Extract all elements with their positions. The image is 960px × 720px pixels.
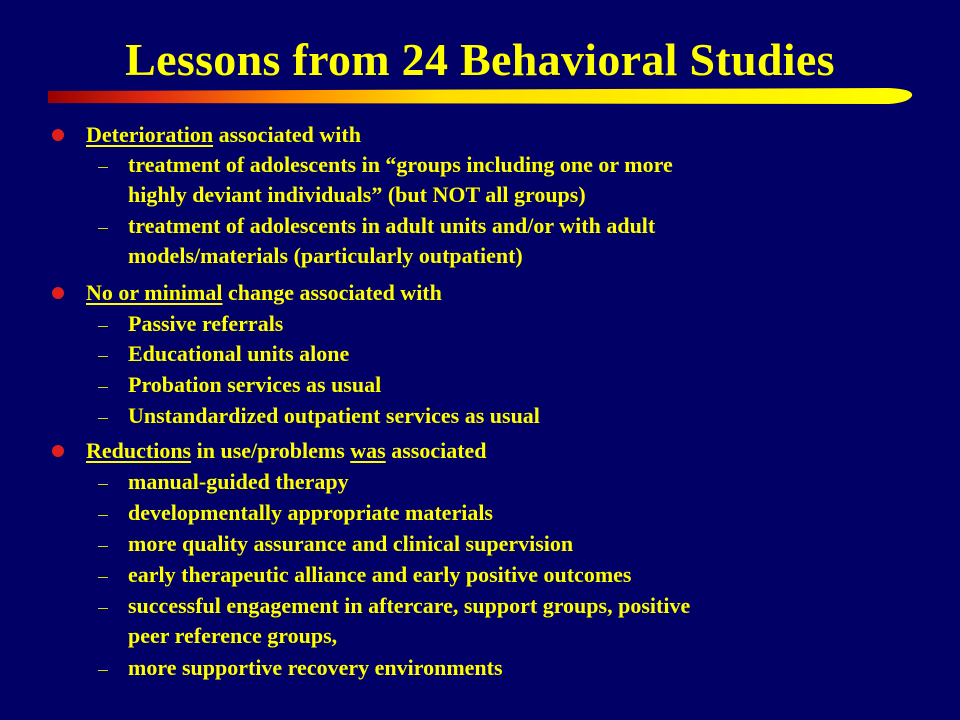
sub-item-text: more quality assurance and clinical supervision bbox=[128, 531, 574, 556]
dash-marker bbox=[98, 608, 108, 609]
bullet-lead-underlined: No or minimal bbox=[86, 280, 223, 305]
bullet-dot bbox=[52, 445, 64, 457]
dash-marker bbox=[98, 670, 108, 671]
sub-item-text: models/materials (particularly outpatient) bbox=[128, 243, 523, 268]
title-underline-bar bbox=[48, 86, 914, 108]
sub-item-text: successful engagement in aftercare, support groups, positive bbox=[128, 593, 691, 618]
sub-item-text: treatment of adolescents in “groups including one or more bbox=[128, 152, 673, 177]
sub-item-text: highly deviant individuals” (but NOT all groups) bbox=[128, 182, 586, 207]
dash-marker bbox=[98, 515, 108, 516]
dash-marker bbox=[98, 546, 108, 547]
sub-item-text: peer reference groups, bbox=[128, 623, 338, 648]
bullet-lead-underlined: Reductions bbox=[86, 438, 192, 463]
sub-item-text: Unstandardized outpatient services as usual bbox=[128, 403, 540, 428]
bullet-lead-text: associated with bbox=[213, 122, 361, 147]
dash-marker bbox=[98, 418, 108, 419]
sub-item-text: Passive referrals bbox=[128, 311, 284, 336]
dash-marker bbox=[98, 228, 108, 229]
bullet-dot bbox=[52, 129, 64, 141]
bullet-lead-text: change associated with bbox=[222, 280, 442, 305]
sub-item-text: early therapeutic alliance and early positive outcomes bbox=[128, 562, 632, 587]
sub-item-text: developmentally appropriate materials bbox=[128, 500, 493, 525]
dash-marker bbox=[98, 356, 108, 357]
bullet-dot bbox=[52, 287, 64, 299]
bullet-lead-underlined: was bbox=[350, 438, 386, 463]
bullet-lead-text: in use/problems bbox=[191, 438, 351, 463]
bullet-lead-text: associated bbox=[385, 438, 487, 463]
dash-marker bbox=[98, 387, 108, 388]
sub-item-text: Probation services as usual bbox=[128, 372, 382, 397]
slide-title: Lessons from 24 Behavioral Studies bbox=[125, 34, 835, 85]
sub-item-text: more supportive recovery environments bbox=[128, 655, 503, 680]
dash-marker bbox=[98, 326, 108, 327]
bullet-lead-underlined: Deterioration bbox=[86, 122, 214, 147]
sub-item-text: Educational units alone bbox=[128, 341, 350, 366]
dash-marker bbox=[98, 167, 108, 168]
sub-item-text: manual-guided therapy bbox=[128, 469, 349, 494]
dash-marker bbox=[98, 484, 108, 485]
sub-item-text: treatment of adolescents in adult units and/or with adult bbox=[128, 213, 656, 238]
dash-marker bbox=[98, 577, 108, 578]
